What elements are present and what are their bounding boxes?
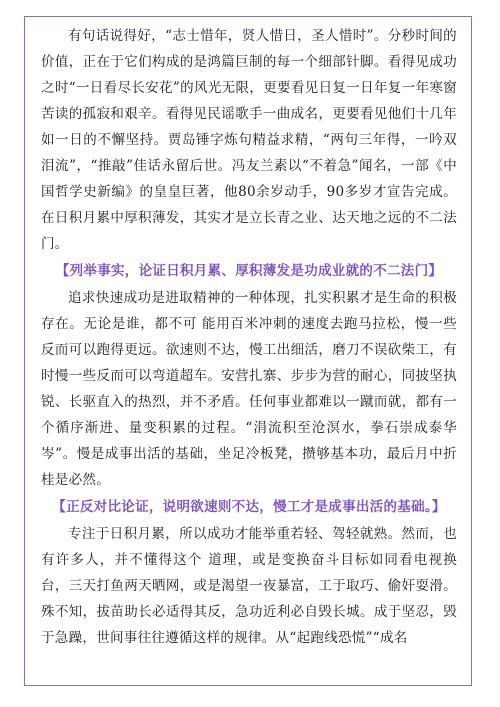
annotation-2: 【正反对比论证，说明欲速则不达，慢工才是成事出活的基础。】 [52, 499, 446, 515]
paragraph-3: 专注于日积月累，所以成功才能举重若轻、驾轻就熟。然而，也有许多人，并不懂得这个 道理，或是变换奋斗目标如同看电视换台，三天打鱼两天晒网，或是渴望一夜暴富，工于取巧、偷奸耍滑。殊不知，拔苗助长必适得其反，急功近利必自毁长城。成于坚忍，毁于急躁，世间事往往遵循这样的规律。从“起跑线恐慌”“成名 [41, 526, 457, 646]
paragraph-2: 追求快速成功是进取精神的一种体现，扎实积累才是生命的积极存在。无论是谁，都不可 能用百米冲刺的速度去跑马拉松，慢一些反而可以跑得更远。欲速则不达，慢工出细活，磨刀不误砍柴工，有时慢一些反而可以弯道超车。安营扎寨、步步为营的耐心，同披坚执锐、长驱直入的热烈，并不矛盾。任何事业都难以一蹴而就，都有一个循序渐进、量变积累的过程。“涓流积至沧溟水，拳石崇成泰华岑”。慢是成事出活的基础，坐足冷板凳，攒够基本功，最后月中折桂是必然。 [41, 290, 457, 488]
annotation-1: 【列举事实，论证日积月累、厚积薄发是功成业就的不二法门】 [55, 263, 443, 279]
paragraph-1: 有句话说得好，“志士惜年，贤人惜日，圣人惜时”。分秒时间的价值，正在于它们构成的是鸿篇巨制的每一个细部针脚。看得见成功之时“一日看尽长安花”的风光无限，更要看见日复一日年复一年寒窗苦读的孤寂和艰辛。看得见民谣歌手一曲成名，更要看见他们十几年如一日的不懈坚持。贾岛锤字炼句精益求精，“两句三年得，一吟双泪流”，“推敲”佳话永留后世。冯友兰素以“不着急”闻名，一部《中国哲学史新编》的皇皇巨著，他80余岁动手，90多岁才宣告完成。在日积月累中厚积薄发，其实才是立长青之业、达天地之远的不二法门。 [41, 28, 457, 252]
article-content [25, 17, 471, 651]
page-border [24, 16, 472, 686]
